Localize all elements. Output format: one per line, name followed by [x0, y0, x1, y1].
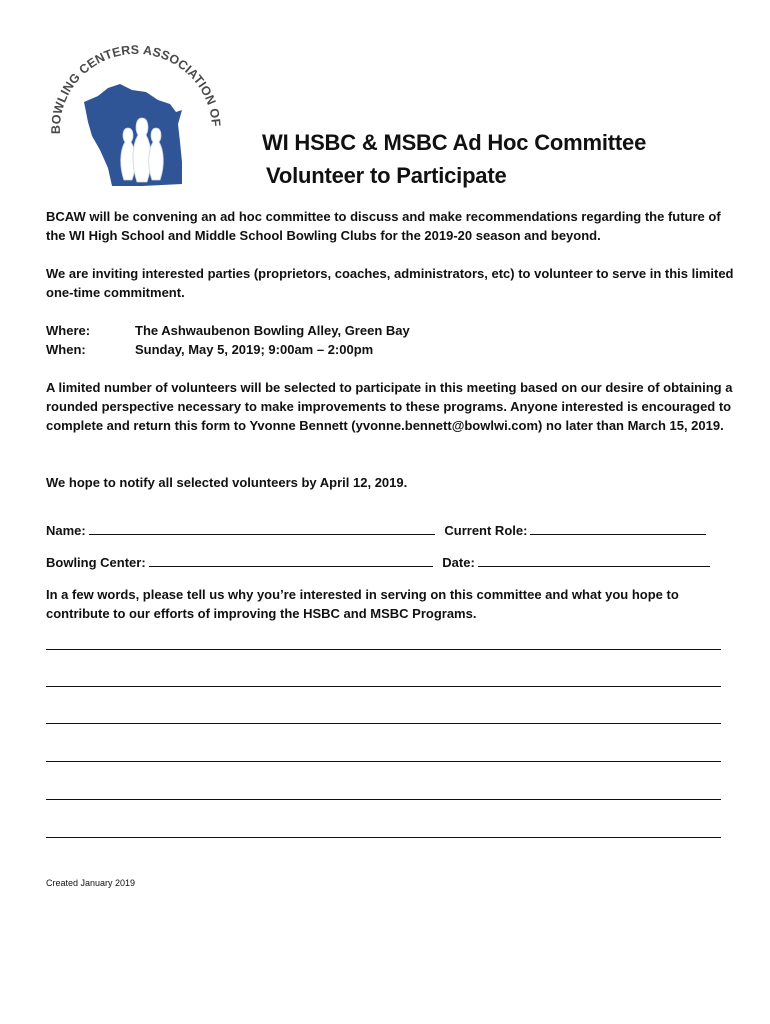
- selection-paragraph: A limited number of volunteers will be selected to participate in this meeting based on our desire of obtaining a rounded perspective necessary to make improvements to these programs. Anyone interested is encouraged to complete and return this form to Yvonne Bennett (yvonne.bennett@bowlwi.com) no later than March 15, 2019.: [46, 380, 733, 433]
- name-label: Name:: [46, 523, 86, 538]
- name-role-row: [46, 521, 706, 540]
- bowling-center-field[interactable]: [149, 553, 433, 567]
- answer-line[interactable]: [46, 649, 721, 650]
- bowling-center-label: Bowling Center:: [46, 555, 146, 570]
- page-title: [262, 126, 646, 192]
- invite-paragraph: We are inviting interested parties (proprietors, coaches, administrators, etc) to volunteer to serve in this limited one-time commitment.: [46, 266, 734, 300]
- title-line-2: Volunteer to Participate: [266, 163, 507, 188]
- title-line-1: WI HSBC & MSBC Ad Hoc Committee: [262, 130, 647, 155]
- answer-line[interactable]: [46, 723, 721, 724]
- answer-line[interactable]: [46, 761, 721, 762]
- answer-line[interactable]: [46, 686, 721, 687]
- where-value: The Ashwaubenon Bowling Alley, Green Bay: [135, 323, 410, 338]
- logo-ring-text: BOWLING CENTERS ASSOCIATION OF: [48, 42, 222, 135]
- current-role-field[interactable]: [530, 521, 706, 535]
- question-paragraph: In a few words, please tell us why you’re interested in serving on this committee and what you hope to contribute to our efforts of improving the HSBC and MSBC Programs.: [46, 587, 679, 621]
- when-value: Sunday, May 5, 2019; 9:00am – 2:00pm: [135, 342, 374, 357]
- when-label: When:: [46, 342, 86, 357]
- answer-line[interactable]: [46, 799, 721, 800]
- answer-line[interactable]: [46, 837, 721, 838]
- intro-paragraph: BCAW will be convening an ad hoc committee to discuss and make recommendations regarding the future of the WI High School and Middle School Bowling Clubs for the 2019-20 season and beyond.: [46, 209, 721, 243]
- where-row: [46, 321, 410, 340]
- notify-paragraph: We hope to notify all selected volunteers by April 12, 2019.: [46, 475, 408, 490]
- bcaw-logo: [46, 30, 222, 196]
- where-label: Where:: [46, 323, 91, 338]
- center-date-row: [46, 553, 710, 572]
- current-role-label: Current Role:: [444, 523, 528, 538]
- when-row: [46, 340, 373, 359]
- date-field[interactable]: [478, 553, 710, 567]
- date-label: Date:: [442, 555, 475, 570]
- name-field[interactable]: [89, 521, 435, 535]
- created-date: Created January 2019: [46, 878, 136, 888]
